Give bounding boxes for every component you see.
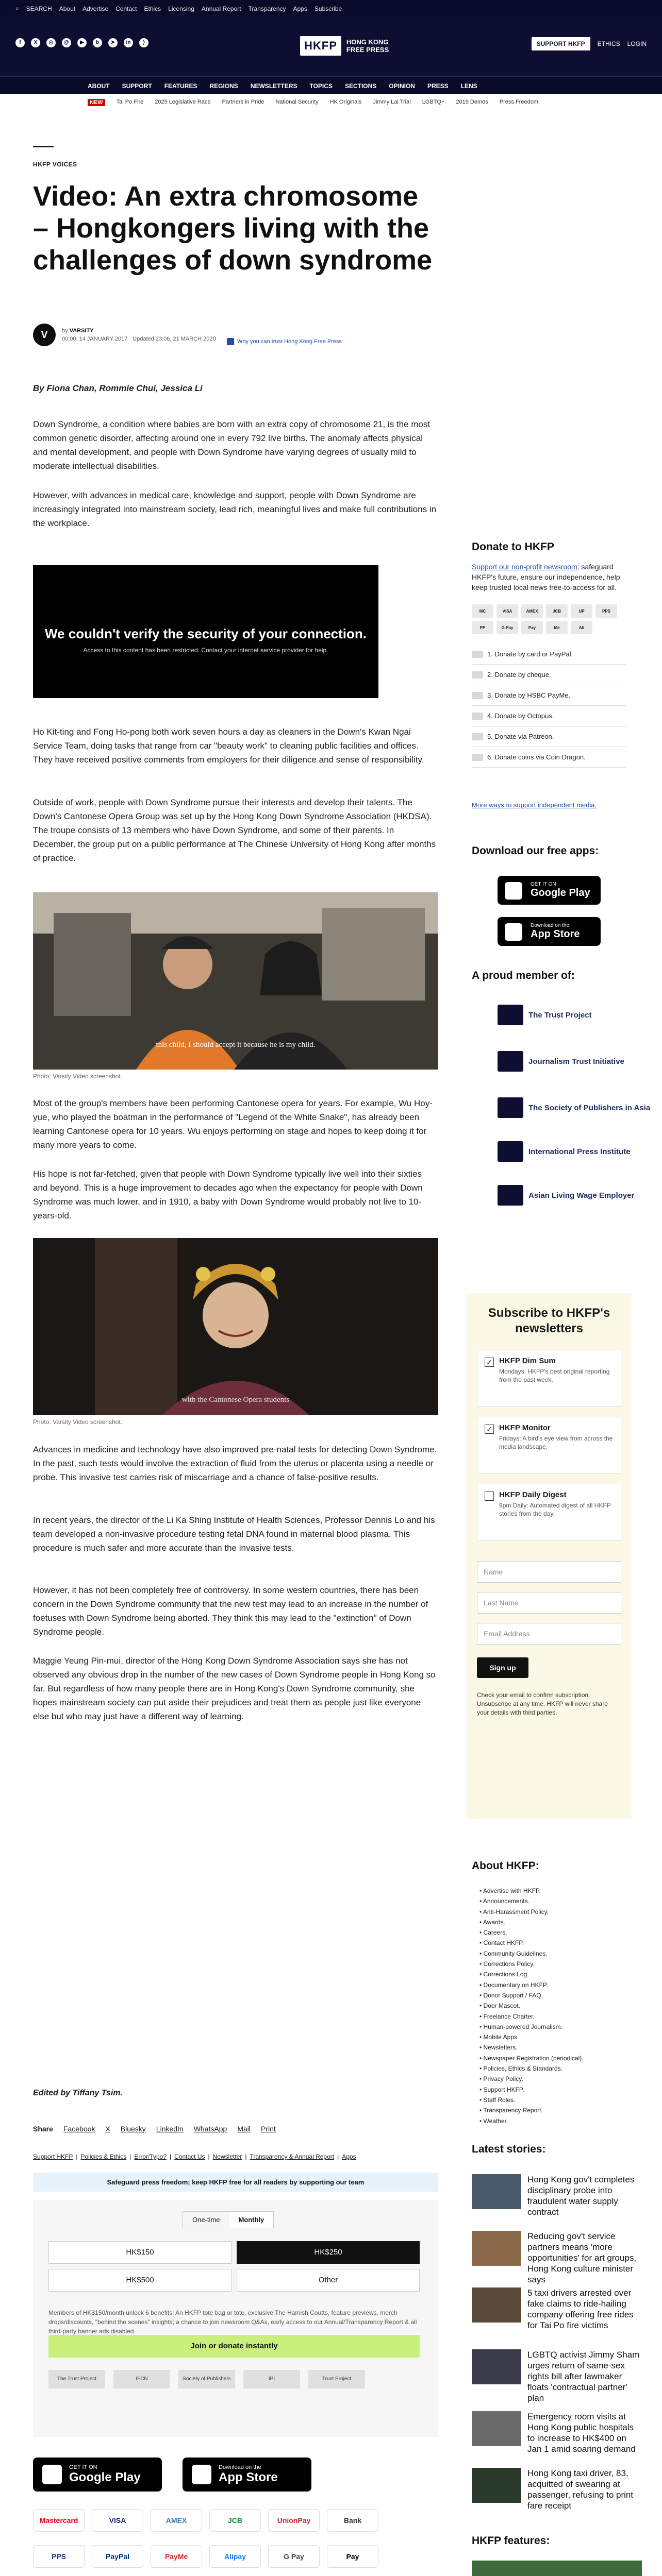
partner-logo: Trust Project: [308, 2370, 365, 2388]
partner-logo: Society of Publishers: [178, 2370, 235, 2388]
card-logo: UP: [571, 604, 592, 618]
newsletter-note: Check your email to confirm subscription. Unsubscribe at any time. HKFP will never share your details with third parties.: [477, 1691, 608, 1716]
footer-link[interactable]: Newsletter: [212, 2153, 242, 2160]
donation-method-label: 1. Donate by card or PayPal.: [487, 650, 573, 658]
story-thumbnail: [472, 2349, 521, 2384]
newsletter-checkbox[interactable]: [485, 1492, 494, 1501]
share-label: Share: [33, 2125, 53, 2133]
linkedin-icon[interactable]: in: [124, 38, 133, 47]
member-icon: [498, 1005, 523, 1025]
body-paragraph: However, with advances in medical care, knowledge and support, people with Down Syndrome are increasingly integrated into mainstream society, lead rich, meaningful lives and make full contributions in the workplace.: [33, 490, 437, 528]
sidebar-app-store-badge[interactable]: [498, 917, 601, 946]
author-name[interactable]: VARSITY: [69, 328, 94, 334]
footer-link[interactable]: Apps: [342, 2153, 356, 2160]
about-link[interactable]: • Advertise with HKFP.: [479, 1886, 634, 1896]
partner-logo: IFCN: [113, 2370, 170, 2388]
about-link[interactable]: • Contact HKFP.: [479, 1938, 634, 1948]
unionpay-logo: UnionPay: [268, 2509, 320, 2532]
card-logo: AMEX: [521, 604, 543, 618]
instagram-icon[interactable]: ◎: [46, 38, 56, 47]
body-paragraph: Down Syndrome, a condition where babies are born with an extra copy of chromosome 21, is the most common genetic disorder, affecting around one in every 792 live births. The anomaly affects physical and mental development, and people with Down Syndrome have varying degrees of usually mild to moderate intellectual disabilities.: [33, 419, 431, 471]
payment-methods-row-1: [33, 2509, 378, 2532]
footer-link[interactable]: Contact Us: [174, 2153, 205, 2160]
payment-icon: [472, 671, 483, 679]
site-logo[interactable]: [300, 36, 389, 56]
share-bluesky[interactable]: Bluesky: [120, 2125, 146, 2133]
body-paragraph: In recent years, the director of the Li Ka Shing Institute of Health Sciences, Professor Dennis Lo and his team developed a non-invasive procedure testing fetal DNA found in maternal blood plasma. This procedure is much safer and more accurate than the invasive tests.: [33, 1515, 435, 1553]
trending-bar: [0, 94, 662, 110]
photo-cleaners: [33, 892, 438, 1070]
accepted-cards: [472, 604, 626, 634]
about-link[interactable]: • Corrections Policy.: [479, 1959, 634, 1969]
visa-logo: VISA: [92, 2509, 143, 2532]
monthly-tab[interactable]: Monthly: [229, 2212, 273, 2228]
apple-pay-logo: Pay: [327, 2545, 378, 2568]
membership-note: Members of HK$150/month unlock 6 benefits: An HKFP tote bag or tote, exclusive The Hamish Coutts, feature previews, merch drops/discounts, "behind the scenes" insights; a chance to join newsroom Q&As, early access to our Annual/Transparency Report & all third-party banner ads disabled.: [48, 2309, 417, 2335]
amount-option[interactable]: HK$500: [48, 2269, 231, 2292]
google-play-icon: [505, 882, 522, 900]
badge-small-text: GET IT ON: [531, 882, 556, 887]
trust-icon: [227, 338, 234, 345]
nav-regions[interactable]: REGIONS: [209, 82, 238, 90]
newsletter-widget: [467, 1293, 632, 1819]
google-pay-logo: G Pay: [268, 2545, 320, 2568]
amount-option-selected[interactable]: HK$250: [237, 2241, 420, 2264]
trending-item[interactable]: Tai Po Fire: [116, 99, 144, 105]
body-paragraph: Ho Kit-ting and Fong Ho-pong both work seven hours a day as cleaners in the Down's Kwan Ngai Service Team, doing tasks that range from car "beauty work" to cleaning public facilities and offices. They have received positive comments from employers for their diligence and sense of responsibility.: [33, 727, 424, 765]
latest-story[interactable]: [472, 2411, 642, 2452]
donation-method-label: 2. Donate by cheque.: [487, 670, 551, 679]
donation-method-label: 6. Donate coins via Coin Dragon.: [487, 753, 586, 761]
nav-sections[interactable]: SECTIONS: [344, 82, 377, 90]
member-name: Asian Living Wage Employer: [528, 1191, 635, 1200]
top-utility-bar: [0, 0, 662, 15]
member-icon: [498, 1185, 523, 1206]
newsletter-option[interactable]: [477, 1350, 621, 1406]
donate-strip[interactable]: Safeguard press freedom; keep HKFP free for all readers by supporting our team: [33, 2173, 438, 2192]
logo-text-line2: FREE PRESS: [346, 46, 389, 54]
app-store-badge[interactable]: [183, 2458, 311, 2492]
payment-methods-row-2: [33, 2545, 378, 2568]
newsletter-name: HKFP Dim Sum: [499, 1357, 556, 1365]
trending-item[interactable]: National Security: [275, 99, 319, 105]
about-link[interactable]: • Donor Support / FAQ.: [479, 1990, 634, 2001]
badge-store-name: Google Play: [69, 2470, 141, 2484]
trending-item[interactable]: 2019 Demos: [456, 99, 488, 105]
article-photo-1: [33, 892, 438, 1070]
body-paragraph: Outside of work, people with Down Syndrome pursue their interests and develop their talents. The Down's Cantonese Opera Group was set up by the Hong Kong Down Syndrome Association (HKDSA). The troupe consists of 13 members who have Down Syndrome, and some of their parents. In December, the group put on a public performance at The Chinese University of Hong Kong after months of practice.: [33, 798, 436, 863]
support-newsroom-link[interactable]: Support our non-profit newsroom: [472, 563, 577, 571]
more-ways-link[interactable]: More ways to support independent media.: [472, 801, 597, 809]
share-bar: [33, 2125, 276, 2133]
donation-method[interactable]: [472, 685, 626, 706]
advertise-link[interactable]: Advertise: [82, 5, 109, 12]
story-thumbnail: [472, 2174, 521, 2209]
about-link[interactable]: • Weather.: [479, 2116, 634, 2126]
about-link[interactable]: • Community Guidelines.: [479, 1948, 634, 1959]
story-title[interactable]: Hong Kong gov't completes disciplinary probe into fraudulent water supply contract: [527, 2175, 635, 2217]
feature-image: [472, 2561, 642, 2576]
signup-button[interactable]: Sign up: [477, 1657, 528, 1678]
story-title[interactable]: Reducing gov't service partners means 'more opportunities' for art groups, Hong Kong culture minister says: [527, 2231, 637, 2284]
nav-support[interactable]: SUPPORT: [122, 82, 152, 90]
new-badge: NEW: [88, 99, 105, 106]
article-photo-2: [33, 1238, 438, 1415]
donation-method-label: 4. Donate by Octopus.: [487, 711, 554, 720]
social-links: [15, 38, 148, 47]
trust-link[interactable]: [227, 338, 342, 345]
badge-store-name: Google Play: [531, 887, 590, 899]
embedded-video[interactable]: [33, 565, 378, 698]
features-title: HKFP features:: [472, 2535, 550, 2547]
body-paragraph: His hope is not far-fetched, given that people with Down Syndrome typically live well into their sixties and beyond. This is a huge improvement to decades ago when the expectancy for people with Down Syndrome was much lower, and in 1910, a baby with Down Syndrome would probably not live to 10-years-old.: [33, 1169, 423, 1221]
card-logo: VISA: [496, 604, 518, 618]
about-link[interactable]: • Transparency Report.: [479, 2105, 634, 2115]
badge-small-text: GET IT ON: [69, 2464, 97, 2470]
search-icon[interactable]: ⌕: [15, 5, 19, 12]
apps-sidebar-title: Download our free apps:: [472, 845, 599, 857]
partner-logo: IPI: [243, 2370, 300, 2388]
donate-sidebar-title: Donate to HKFP: [472, 541, 554, 553]
author-avatar[interactable]: V: [33, 324, 56, 346]
trending-item[interactable]: Jimmy Lai Trial: [373, 99, 411, 105]
donate-sidebar-copy: : safeguard HKFP's future, ensure our independence, help keep trusted local news free-to-access for all.: [472, 563, 620, 591]
nav-topics[interactable]: TOPICS: [309, 82, 333, 90]
photo-opera: [33, 1238, 438, 1415]
telegram-icon[interactable]: ➤: [108, 38, 118, 47]
video-error-title: We couldn't verify the security of your connection.: [44, 626, 367, 641]
badge-store-name: App Store: [219, 2470, 278, 2484]
main-nav: [0, 76, 662, 94]
nav-features[interactable]: FEATURES: [164, 82, 197, 90]
rss-icon[interactable]: ): [139, 38, 148, 47]
apple-icon: [192, 2465, 211, 2484]
byline: [33, 324, 216, 346]
licensing-link[interactable]: Licensing: [168, 5, 194, 12]
by-label: by: [62, 328, 68, 334]
payment-icon: [472, 651, 483, 658]
about-link[interactable]: • Door Mascot.: [479, 2001, 634, 2011]
about-link[interactable]: • Awards.: [479, 1917, 634, 1927]
newsletter-name: HKFP Daily Digest: [499, 1490, 567, 1499]
body-paragraph: Maggie Yeung Pin-mui, director of the Hong Kong Down Syndrome Association says she has not observed any obvious drop in the number of the new cases of Down Syndrome people in Hong Kong so far. But regardless of how many people there are in Hong Kong's Down Syndrome community, she hopes mainstream society can put aside their prejudices and treat them as people just like everyone else but who may just have a different way of learning.: [33, 1656, 436, 1721]
latest-story[interactable]: [472, 2287, 642, 2329]
body-paragraph: Advances in medicine and technology have also improved pre-natal tests for detecting Down Syndrome. In the past, such tests would involve the extraction of fluid from the uterus or placenta using a needle or probe. This invasive test carries risk of miscarriage and a chance of false-positive results.: [33, 1445, 437, 1482]
latest-title: Latest stories:: [472, 2143, 546, 2155]
payment-icon: [472, 692, 483, 699]
photo-subtitle: this child, I should accept it because he is my child.: [156, 1041, 316, 1049]
newsletter-title: Subscribe to HKFP's newsletters: [488, 1306, 610, 1335]
donation-method[interactable]: [472, 644, 626, 665]
member-name: International Press Institute: [528, 1147, 631, 1156]
member-logo[interactable]: [498, 1005, 592, 1025]
share-mail[interactable]: Mail: [237, 2125, 251, 2133]
member-logo[interactable]: [498, 1185, 634, 1206]
newsletter-option[interactable]: [477, 1484, 621, 1540]
body-paragraph: However, it has not been completely free of controversy. In some western countries, there has been concern in the Down Syndrome community that the new test may lead to an increase in the number of foetuses with Down Syndrome being aborted. They think this may lead to the "extinction" of Down Syndrome people.: [33, 1585, 428, 1637]
youtube-icon[interactable]: ▶: [77, 38, 87, 47]
card-logo: PP: [472, 621, 493, 634]
card-logo: Me: [546, 621, 568, 634]
about-links: [479, 1886, 634, 2126]
payment-icon: [472, 754, 483, 761]
amount-option-other[interactable]: Other: [237, 2269, 420, 2292]
donation-widget: [33, 2200, 438, 2437]
amount-option[interactable]: HK$150: [48, 2241, 231, 2264]
about-link[interactable]: • Documentary on HKFP.: [479, 1980, 634, 1990]
sidebar-google-play-badge[interactable]: [498, 876, 601, 905]
payment-icon: [472, 713, 483, 720]
about-link[interactable]: • Newsletters.: [479, 2042, 634, 2053]
about-sidebar-title: About HKFP:: [472, 1860, 539, 1872]
story-thumbnail: [472, 2231, 521, 2266]
donation-method-label: 5. Donate via Patreon.: [487, 732, 554, 740]
editor-credit: Edited by Tiffany Tsim.: [33, 2089, 123, 2097]
transparency-link[interactable]: Transparency: [248, 5, 286, 12]
nav-lens[interactable]: LENS: [460, 82, 477, 90]
newsletter-desc: Mondays: HKFP's best original reporting from the past week.: [499, 1368, 610, 1383]
about-link[interactable]: About: [59, 5, 76, 12]
bank-logo: Bank: [327, 2509, 378, 2532]
photo-caption: Photo: Varsity Video screenshot.: [33, 1073, 122, 1080]
partner-logos: [48, 2370, 420, 2388]
newsletter-name: HKFP Monitor: [499, 1423, 551, 1432]
about-link[interactable]: • Corrections Log.: [479, 1969, 634, 1979]
about-link[interactable]: • Staff Roles.: [479, 2095, 634, 2105]
frequency-toggle: [183, 2211, 274, 2228]
card-logo: PPS: [595, 604, 617, 618]
nav-about[interactable]: ABOUT: [88, 82, 110, 90]
card-logo: JCB: [546, 604, 568, 618]
nav-newsletters[interactable]: NEWSLETTERS: [250, 82, 297, 90]
pps-logo: PPS: [33, 2545, 85, 2568]
story-thumbnail: [472, 2411, 521, 2446]
threads-icon[interactable]: @: [62, 38, 71, 47]
apps-link[interactable]: Apps: [293, 5, 307, 12]
logo-text-line1: HONG KONG: [346, 38, 389, 46]
story-thumbnail: [472, 2468, 521, 2503]
donation-method[interactable]: [472, 747, 626, 768]
jcb-logo: JCB: [209, 2509, 261, 2532]
x-icon[interactable]: X: [31, 38, 40, 47]
trust-text[interactable]: Why you can trust Hong Kong Free Press: [237, 338, 342, 345]
footer-link[interactable]: Transparency & Annual Report: [250, 2153, 335, 2160]
login-link[interactable]: LOGIN: [627, 40, 647, 47]
member-sidebar-title: A proud member of:: [472, 970, 575, 981]
member-icon: [498, 1097, 523, 1118]
share-x[interactable]: X: [105, 2125, 110, 2133]
badge-store-name: App Store: [531, 928, 580, 940]
about-link[interactable]: • Freelance Charter.: [479, 2011, 634, 2022]
donate-sidebar-text: [472, 562, 626, 592]
video-error-subtitle: Access to this content has been restricted. Contact your internet service provider for help.: [83, 647, 328, 654]
nav-press[interactable]: PRESS: [427, 82, 449, 90]
newsletter-desc: 9pm Daily: Automated digest of all HKFP stories from the day.: [499, 1502, 611, 1517]
card-logo: Pay: [521, 621, 543, 634]
about-link[interactable]: • Privacy Policy.: [479, 2074, 634, 2084]
payment-icon: [472, 733, 483, 740]
app-store-badges: [33, 2458, 311, 2492]
card-logo: G Pay: [496, 621, 518, 634]
donation-methods: [472, 644, 626, 768]
about-link[interactable]: • Newspaper Registration (periodical).: [479, 2053, 634, 2063]
badge-small-text: Download on the: [531, 923, 570, 928]
about-link[interactable]: • Human-powered Journalism.: [479, 2022, 634, 2032]
amex-logo: AMEX: [151, 2509, 202, 2532]
facebook-icon[interactable]: f: [15, 38, 25, 47]
contact-link[interactable]: Contact: [115, 5, 137, 12]
card-logo: Ali: [571, 621, 592, 634]
nav-opinion[interactable]: OPINION: [389, 82, 415, 90]
story-title[interactable]: Emergency room visits at Hong Kong public hospitals to increase to HK$400 on Jan 1 amid soaring demand: [527, 2412, 636, 2454]
story-title[interactable]: LGBTQ activist Jimmy Sham urges return of same-sex rights bill after lawmaker floats 'contractual partner' plan: [527, 2350, 640, 2403]
member-name: Journalism Trust Initiative: [528, 1057, 624, 1066]
category-rule: [33, 146, 54, 147]
one-time-tab[interactable]: One-time: [192, 2216, 220, 2224]
newsletter-desc: Fridays: A bird's eye view from across the media landscape.: [499, 1435, 613, 1450]
about-link[interactable]: • Policies, Ethics & Standards.: [479, 2063, 634, 2074]
trending-item[interactable]: Partners in Pride: [222, 99, 264, 105]
latest-story[interactable]: [472, 2174, 642, 2215]
footer-link[interactable]: Error/Typo?: [134, 2153, 167, 2160]
badge-small-text: Download on the: [219, 2464, 261, 2470]
latest-story[interactable]: [472, 2349, 642, 2403]
payme-logo: PayMe: [151, 2545, 202, 2568]
trending-item[interactable]: Press Freedom: [499, 99, 538, 105]
member-logo[interactable]: [498, 1097, 650, 1118]
google-play-badge[interactable]: [33, 2458, 162, 2492]
article-footer-links: Support HKFP | Policies & Ethics | Error/Typo? | Contact Us | Newsletter | Transparency & Annual Report | Apps: [33, 2153, 356, 2160]
paypal-logo: PayPal: [92, 2545, 143, 2568]
logo-mark: HKFP: [300, 36, 341, 56]
member-name: The Trust Project: [528, 1010, 592, 1020]
newsletter-option[interactable]: [477, 1417, 621, 1473]
newsletter-checkbox[interactable]: ✓: [485, 1425, 494, 1434]
photo-caption: Photo: Varsity Video screenshot.: [33, 1418, 122, 1426]
about-link[interactable]: • Support HKFP.: [479, 2084, 634, 2095]
share-print[interactable]: Print: [260, 2125, 276, 2133]
apple-icon: [505, 923, 522, 941]
trending-item[interactable]: 2025 Legislative Race: [155, 99, 211, 105]
article-title: Video: An extra chromosome – Hongkongers living with the challenges of down syndrome: [33, 181, 433, 276]
bluesky-icon[interactable]: b: [93, 38, 102, 47]
trending-item[interactable]: HK Originals: [329, 99, 362, 105]
about-link[interactable]: • Mobile Apps.: [479, 2032, 634, 2042]
card-logo: MC: [472, 604, 493, 618]
search-link[interactable]: SEARCH: [26, 5, 52, 12]
google-play-icon: [42, 2465, 62, 2484]
site-header: [0, 15, 662, 76]
newsletter-checkbox[interactable]: ✓: [485, 1358, 494, 1367]
footer-link[interactable]: Policies & Ethics: [80, 2153, 127, 2160]
last-name-input[interactable]: Last Name: [477, 1592, 621, 1614]
donation-method[interactable]: [472, 706, 626, 726]
photo-subtitle: with the Cantonese Opera students: [181, 1396, 290, 1404]
member-name: The Society of Publishers in Asia: [528, 1103, 651, 1112]
alipay-logo: Alipay: [209, 2545, 261, 2568]
join-donate-button[interactable]: Join or donate instantly: [48, 2335, 420, 2358]
article-authors: By Fiona Chan, Rommie Chui, Jessica Li: [33, 383, 203, 393]
trending-item[interactable]: LGBTQ+: [422, 99, 445, 105]
share-facebook[interactable]: Facebook: [63, 2125, 95, 2133]
footer-link[interactable]: Support HKFP: [33, 2153, 73, 2160]
donation-method[interactable]: [472, 665, 626, 685]
partner-logo: The Trust Project: [48, 2370, 105, 2388]
about-link[interactable]: • Announcements.: [479, 1896, 634, 1906]
member-logo[interactable]: [498, 1141, 631, 1162]
first-name-input[interactable]: Name: [477, 1561, 621, 1583]
email-input[interactable]: Email Address: [477, 1623, 621, 1645]
member-icon: [498, 1141, 523, 1162]
body-paragraph: Most of the group's members have been performing Cantonese opera for years. For example, Wu Hoy-yue, who played the boatman in the performance of "Legend of the White Snake", has already been learning Cantonese opera for 10 years. Wu enjoys performing on stage and hopes to keep doing it for many more years to come.: [33, 1098, 433, 1150]
article-category[interactable]: HKFP VOICES: [33, 161, 77, 168]
annual-report-link[interactable]: Annual Report: [201, 5, 241, 12]
donation-method-label: 3. Donate by HSBC PayMe.: [487, 691, 571, 699]
share-whatsapp[interactable]: WhatsApp: [193, 2125, 227, 2133]
latest-story[interactable]: [472, 2468, 642, 2509]
latest-story[interactable]: [472, 2231, 642, 2284]
member-logo[interactable]: [498, 1051, 624, 1072]
story-thumbnail: [472, 2287, 521, 2323]
ethics-link[interactable]: Ethics: [144, 5, 161, 12]
subscribe-link[interactable]: Subscribe: [314, 5, 342, 12]
mastercard-logo: Mastercard: [33, 2509, 85, 2532]
support-hkfp-button[interactable]: SUPPORT HKFP: [532, 37, 590, 50]
story-title[interactable]: 5 taxi drivers arrested over fake claims to ride-hailing company offering free rides for Tai Po fire victims: [527, 2288, 634, 2330]
member-icon: [498, 1051, 523, 1072]
story-title[interactable]: Hong Kong taxi driver, 83, acquitted of swearing at passenger, refusing to print fare receipt: [527, 2468, 634, 2511]
ethics-header-link[interactable]: ETHICS: [597, 40, 620, 47]
share-linkedin[interactable]: LinkedIn: [156, 2125, 184, 2133]
feature-card[interactable]: [472, 2561, 642, 2576]
donation-method[interactable]: [472, 726, 626, 747]
publish-dates: 00:00, 14 JANUARY 2017 · Updated 23:06, 21 MARCH 2020: [62, 336, 216, 342]
about-link[interactable]: • Careers.: [479, 1927, 634, 1938]
about-link[interactable]: • Anti-Harassment Policy.: [479, 1907, 634, 1917]
